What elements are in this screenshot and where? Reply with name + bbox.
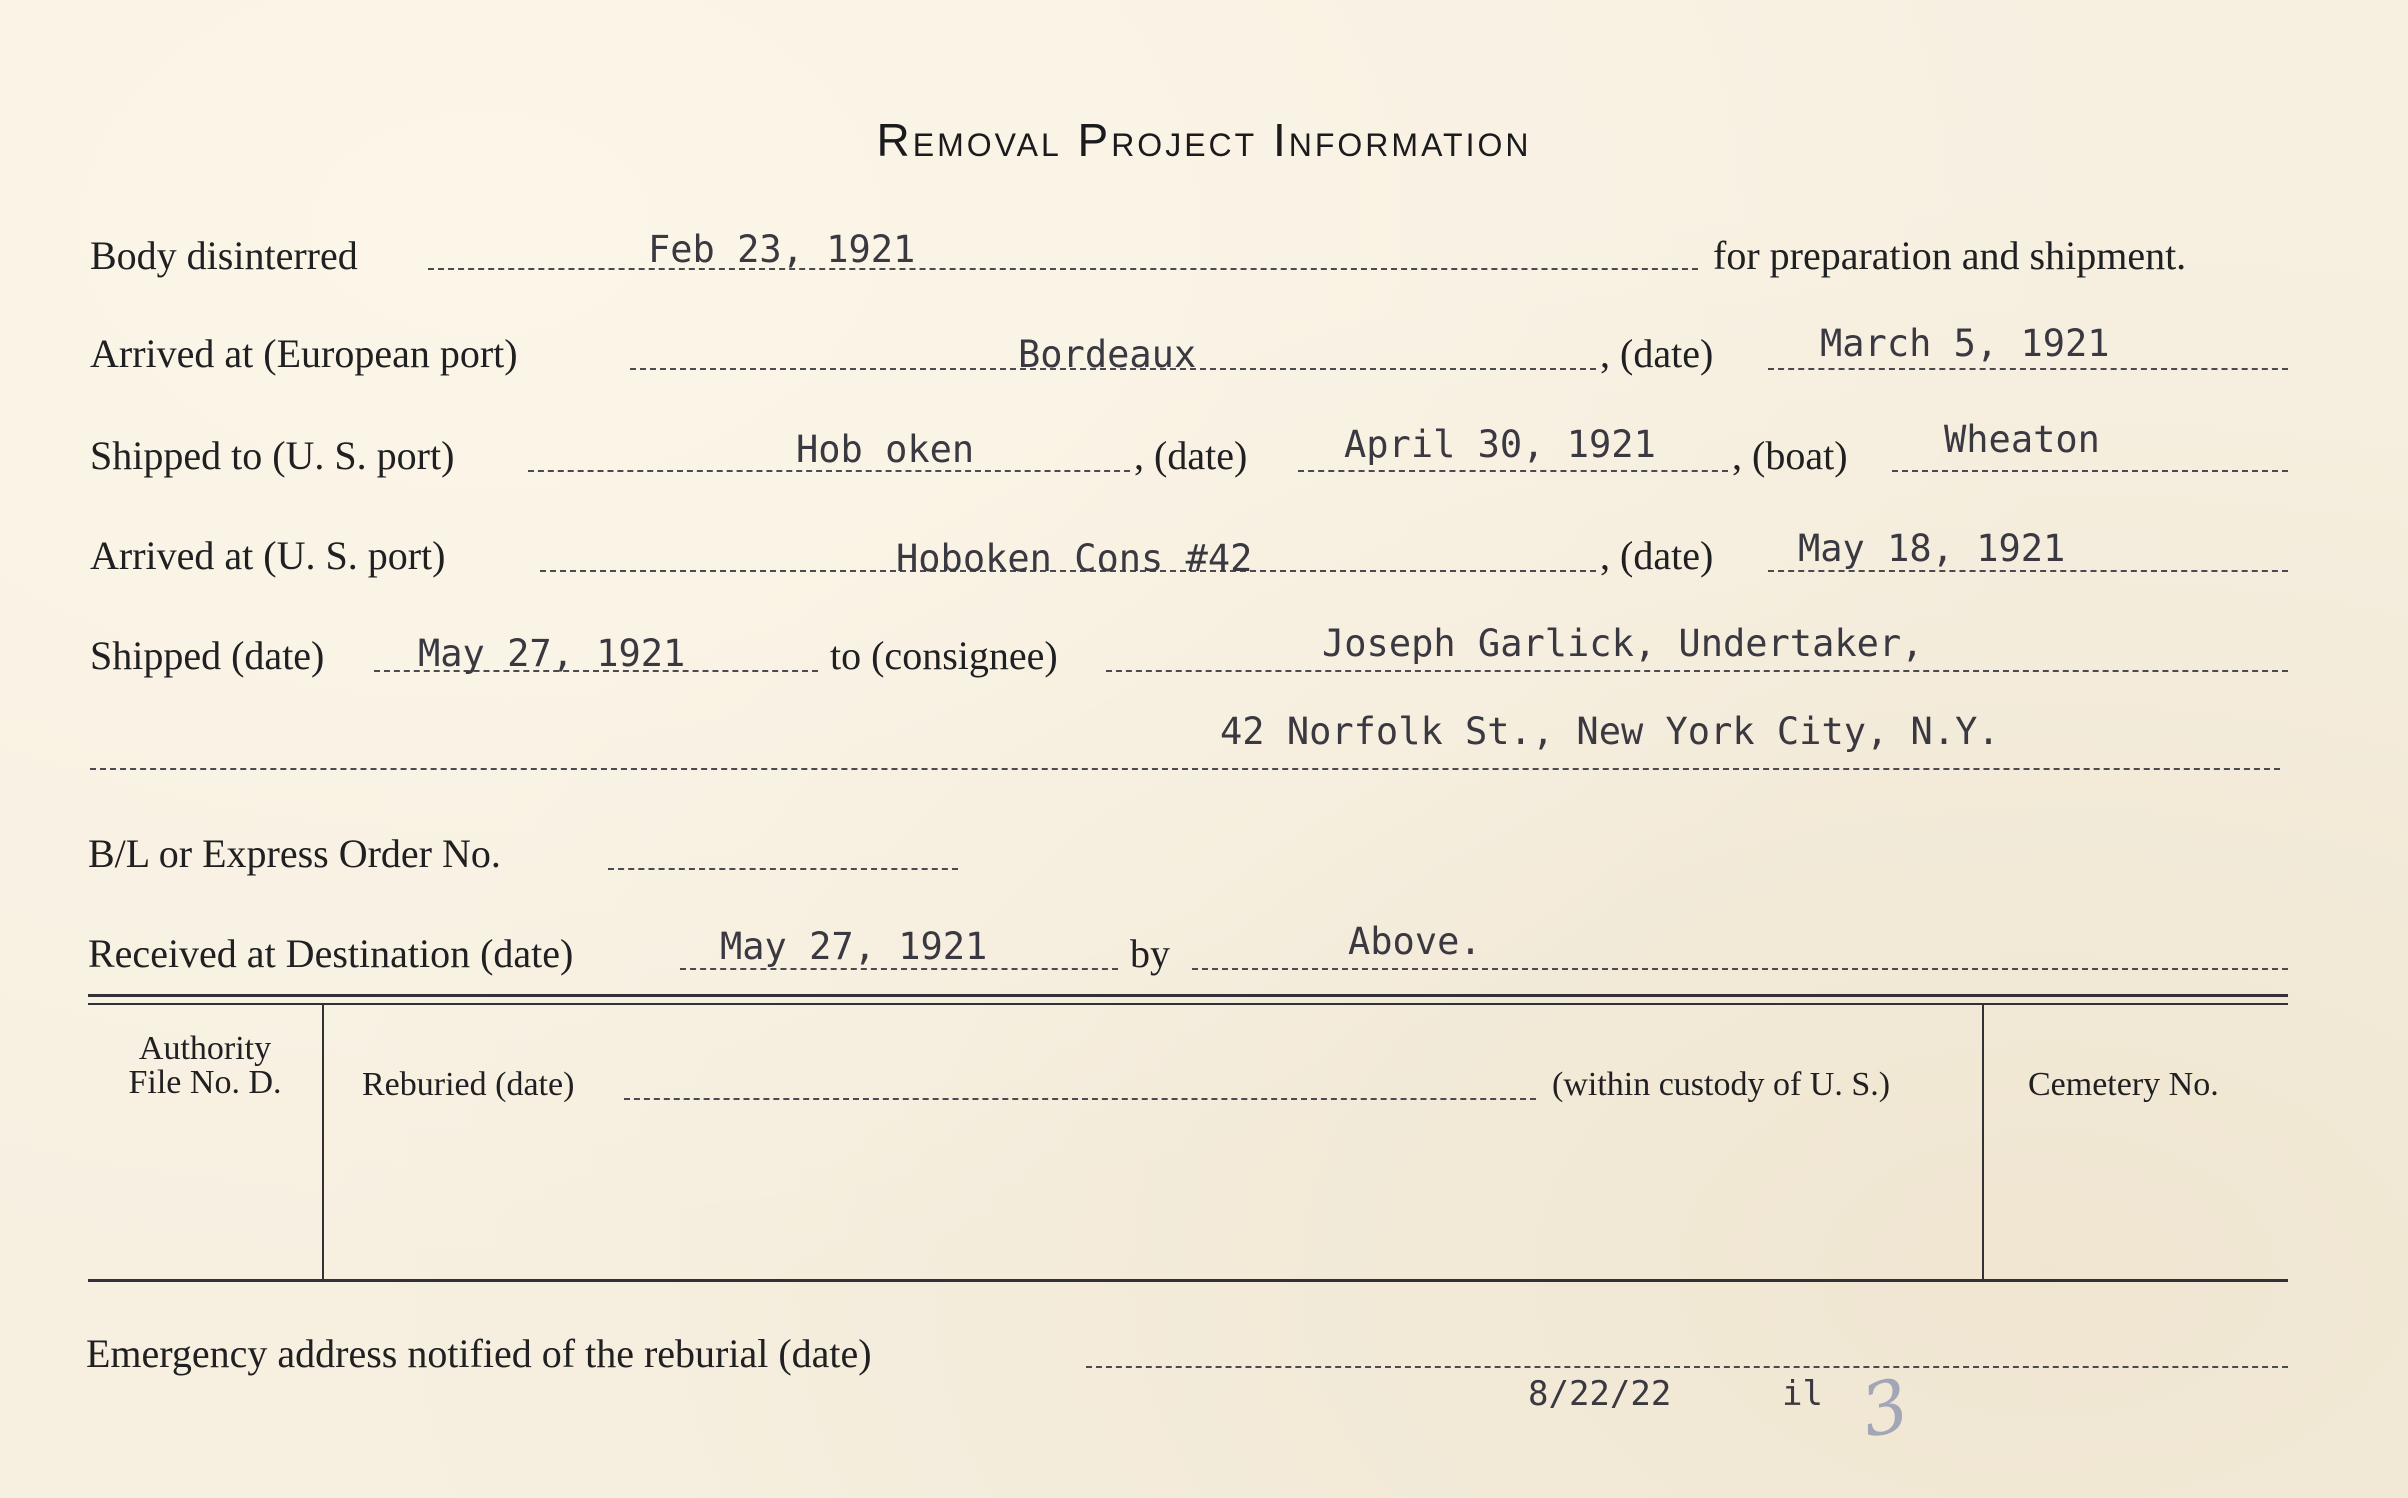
consignee-line — [1106, 670, 2288, 672]
reburied-line — [624, 1098, 1536, 1100]
page-title: Removal Project Information — [876, 114, 1532, 166]
table-divider-left — [322, 1005, 324, 1279]
received-by-label: by — [1130, 931, 1170, 976]
arrived-european-port-label: Arrived at (European port) — [90, 331, 518, 376]
shipped-date-value: May 27, 1921 — [418, 632, 686, 675]
body-disinterred-value: Feb 23, 1921 — [648, 228, 916, 271]
received-destination-line — [680, 968, 1118, 970]
shipped-us-boat-label: , (boat) — [1732, 433, 1848, 478]
authority-label — [100, 1032, 310, 1100]
shipped-us-date-value: April 30, 1921 — [1344, 423, 1656, 466]
arrived-us-port-label: Arrived at (U. S. port) — [90, 533, 446, 578]
consignee-line1: Joseph Garlick, Undertaker, — [1322, 622, 1924, 665]
shipped-us-date-line — [1298, 470, 1728, 472]
arrived-us-port-value: Hoboken Cons #42 — [896, 537, 1253, 580]
bl-express-label: B/L or Express Order No. — [88, 831, 501, 876]
table-top-rule — [88, 994, 2288, 997]
received-destination-value: May 27, 1921 — [720, 925, 988, 968]
stamp-date: 8/22/22 — [1528, 1374, 1672, 1414]
emergency-line — [1086, 1366, 2288, 1368]
body-disinterred-line — [428, 268, 1698, 270]
cemetery-label: Cemetery No. — [2028, 1066, 2219, 1103]
shipped-us-port-value: Hob oken — [796, 428, 975, 471]
shipped-us-boat-line — [1892, 470, 2288, 472]
consignee-address-line — [90, 768, 2280, 770]
arrived-us-date-label: , (date) — [1600, 533, 1714, 578]
authority-label-line1: Authority — [138, 1030, 272, 1067]
received-by-value: Above. — [1348, 920, 1482, 963]
reburied-label: Reburied (date) — [362, 1066, 575, 1103]
handwritten-mark: 3 — [1853, 1362, 1917, 1454]
body-disinterred-label: Body disinterred — [90, 233, 358, 278]
emergency-label: Emergency address notified of the reburial (date) — [86, 1331, 872, 1376]
shipped-date-label: Shipped (date) — [90, 633, 325, 678]
arrived-us-date-line — [1768, 570, 2288, 572]
arrived-european-port-value: Bordeaux — [1018, 333, 1197, 376]
table-top-rule-second — [88, 1003, 2288, 1005]
consignee-line2: 42 Norfolk St., New York City, N.Y. — [1220, 710, 2000, 753]
bl-express-line — [608, 868, 958, 870]
shipped-us-boat-value: Wheaton — [1944, 418, 2100, 461]
arrived-european-date-line — [1768, 368, 2288, 370]
table-divider-right — [1982, 1005, 1984, 1279]
stamp-initials: il — [1782, 1374, 1823, 1414]
shipped-us-date-label: , (date) — [1134, 433, 1248, 478]
received-destination-label: Received at Destination (date) — [88, 931, 574, 976]
body-disinterred-suffix: for preparation and shipment. — [1713, 233, 2187, 278]
table-bottom-rule — [88, 1279, 2288, 1282]
authority-label-line2: File No. D. — [128, 1064, 282, 1101]
arrived-european-date-label: , (date) — [1600, 331, 1714, 376]
shipped-us-port-label: Shipped to (U. S. port) — [90, 433, 455, 478]
custody-label: (within custody of U. S.) — [1552, 1066, 1891, 1103]
consignee-label: to (consignee) — [830, 633, 1058, 678]
arrived-us-date-value: May 18, 1921 — [1798, 527, 2066, 570]
received-by-line — [1192, 968, 2288, 970]
arrived-european-date-value: March 5, 1921 — [1820, 322, 2110, 365]
